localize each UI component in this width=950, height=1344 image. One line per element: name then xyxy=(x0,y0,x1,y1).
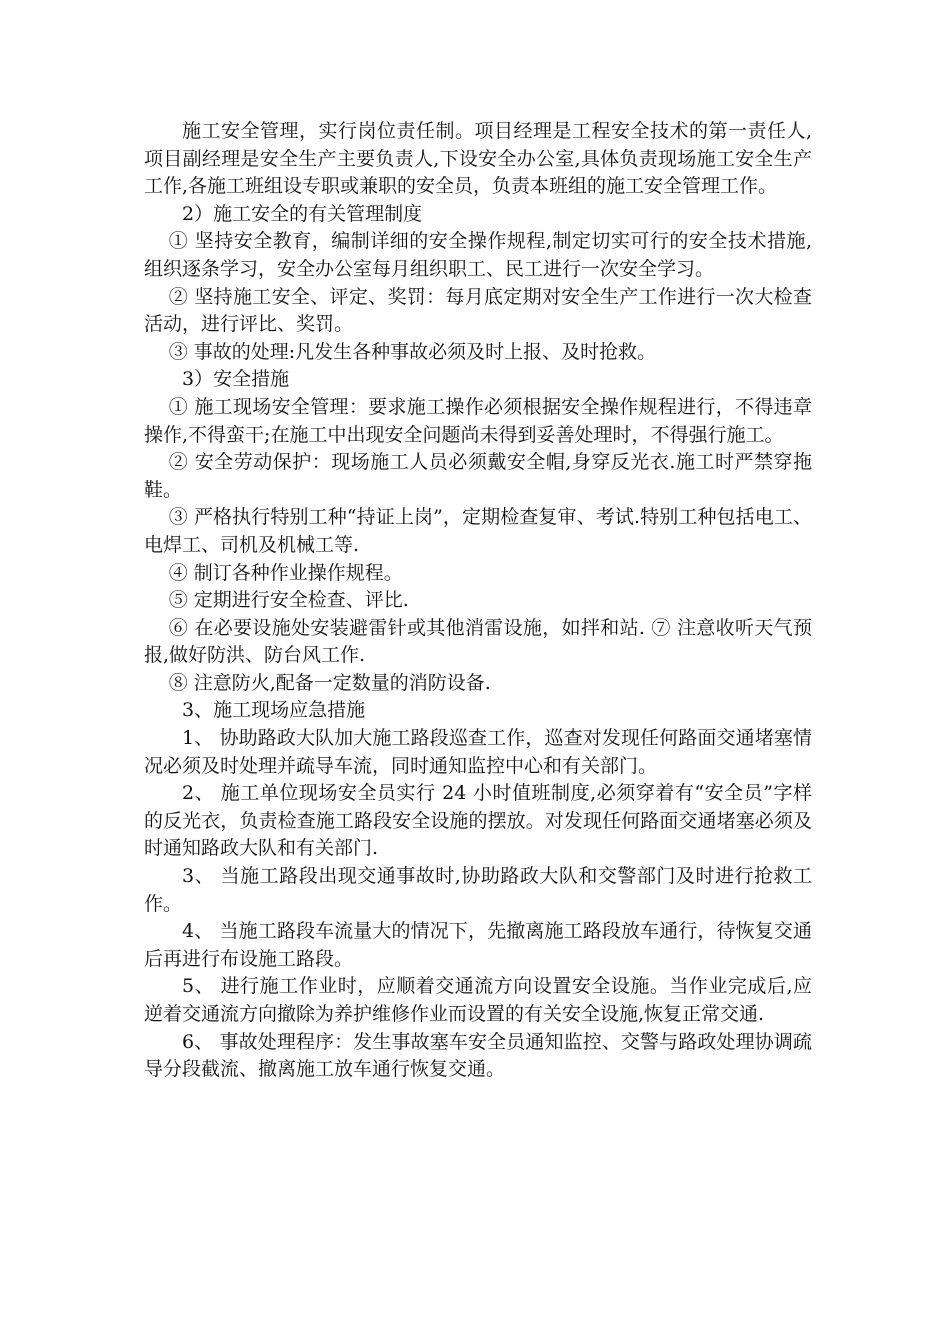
paragraph-responsibility: 施工安全管理，实行岗位责任制。项目经理是工程安全技术的第一责任人,项目副经理是安全生产主要负责人,下设安全办公室,具体负责现场施工安全生产工作,各施工班组设专职或兼职的安全员，负责本班组的施工安全管理工作。 xyxy=(144,120,812,198)
paragraph-emergency-3: 3、 当施工路段出现交通事故时,协助路政大队和交警部门及时进行抢救工作。 xyxy=(144,865,812,915)
paragraph-rule-2: ② 坚持施工安全、评定、奖罚：每月底定期对安全生产工作进行一次大检查活动，进行评比、奖罚。 xyxy=(144,285,812,336)
heading-safety-measures: 3）安全措施 xyxy=(182,368,290,391)
paragraph-emergency-6: 6、 事故处理程序：发生事故塞车安全员通知监控、交警与路政处理协调疏导分段截流、撤离施工放车通行恢复交通。 xyxy=(144,1030,812,1081)
paragraph-measure-4: ④ 制订各种作业操作规程。 xyxy=(168,561,403,584)
paragraph-measure-2: ② 安全劳动保护：现场施工人员必须戴安全帽,身穿反光衣.施工时严禁穿拖鞋。 xyxy=(144,451,812,501)
heading-management-rules: 2）施工安全的有关管理制度 xyxy=(182,202,423,225)
paragraph-measure-3: ③ 严格执行特别工种“持证上岗”，定期检查复审、考试.特别工种包括电工、电焊工、司机及机械工等. xyxy=(144,506,812,556)
heading-emergency-measures: 3、施工现场应急措施 xyxy=(182,699,366,722)
paragraph-measure-5: ⑤ 定期进行安全检查、评比. xyxy=(168,589,409,612)
paragraph-emergency-4: 4、 当施工路段车流量大的情况下，先撤离施工路段放车通行，待恢复交通后再进行布设施工路段。 xyxy=(144,920,812,970)
paragraph-measure-6-7: ⑥ 在必要设施处安装避雷针或其他消雷设施，如拌和站. ⑦ 注意收听天气预报,做好防洪、防台风工作. xyxy=(144,616,812,667)
paragraph-emergency-2: 2、 施工单位现场安全员实行 24 小时值班制度,必须穿着有“安全员”字样的反光衣，负责检查施工路段安全设施的摆放。对发现任何路面交通堵塞必须及时通知路政大队和有关部门. xyxy=(144,782,812,860)
paragraph-rule-1: ① 坚持安全教育，编制详细的安全操作规程,制定切实可行的安全技术措施,组织逐条学习，安全办公室每月组织职工、民工进行一次安全学习。 xyxy=(144,230,812,280)
paragraph-rule-3: ③ 事故的处理:凡发生各种事故必须及时上报、及时抢救。 xyxy=(168,340,657,363)
paragraph-emergency-5: 5、 进行施工作业时，应顺着交通流方向设置安全设施。当作业完成后,应逆着交通流方向撤除为养护维修作业而设置的有关安全设施,恢复正常交通. xyxy=(144,975,812,1025)
document-body xyxy=(144,118,812,1084)
paragraph-emergency-1: 1、 协助路政大队加大施工路段巡查工作，巡查对发现任何路面交通堵塞情况必须及时处理并疏导车流，同时通知监控中心和有关部门。 xyxy=(144,727,812,777)
paragraph-measure-1: ① 施工现场安全管理：要求施工操作必须根据安全操作规程进行，不得违章操作,不得蛮干;在施工中出现安全问题尚未得到妥善处理时，不得强行施工。 xyxy=(144,395,812,446)
paragraph-measure-8: ⑧ 注意防火,配备一定数量的消防设备. xyxy=(168,671,491,694)
